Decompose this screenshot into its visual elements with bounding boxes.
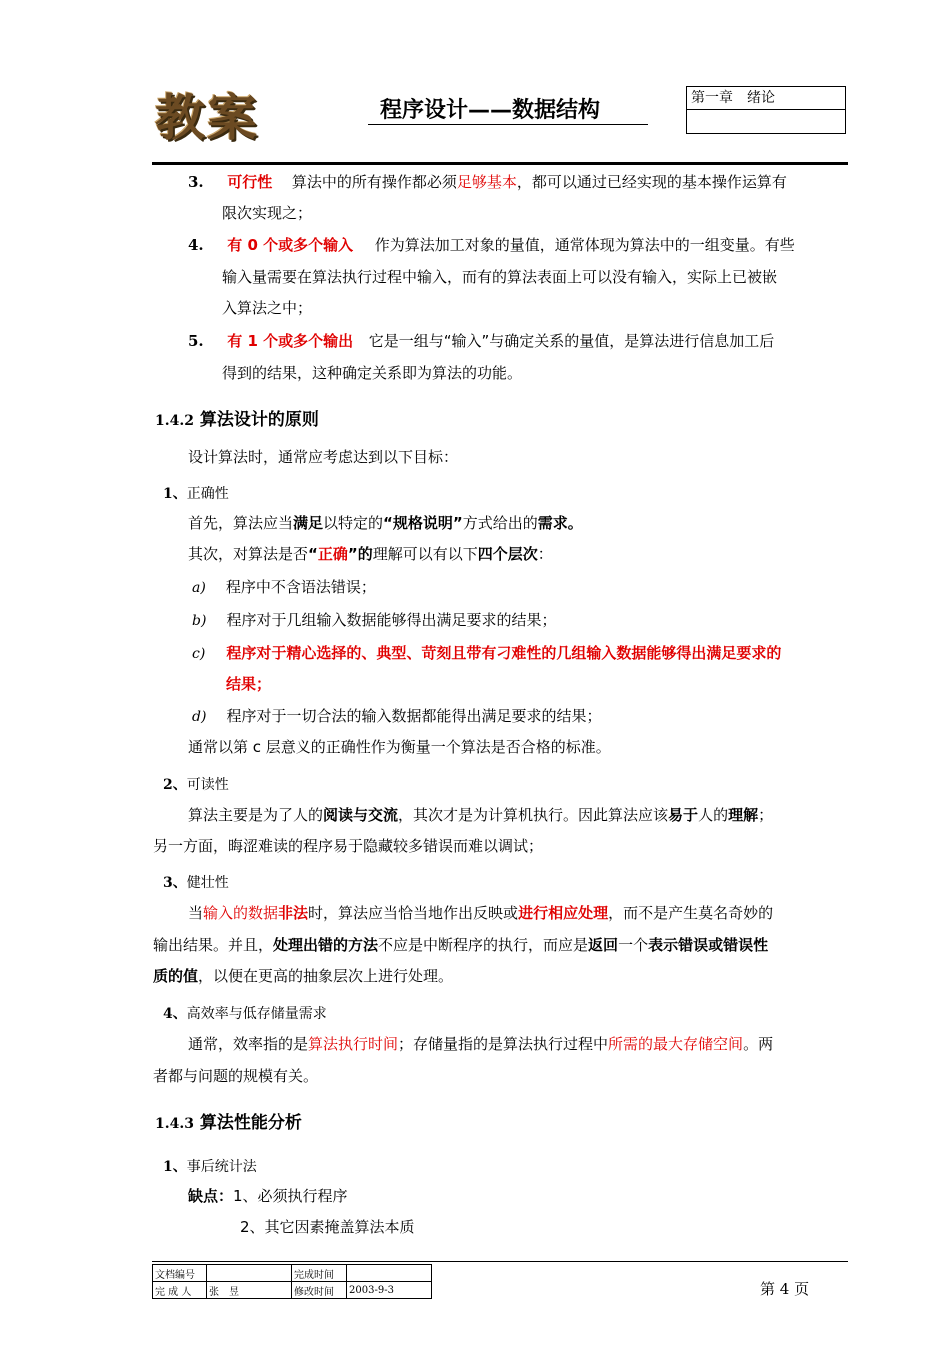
list-item-a: a) 程序中不含语法错误； (192, 578, 376, 596)
done-time-value (347, 1265, 432, 1282)
doc-no-label: 文档编号 (153, 1265, 207, 1282)
item-5-title: 有 1 个或多个输出 (227, 332, 354, 350)
list-item-c-line-2: 结果； (226, 675, 272, 693)
item-5-number: 5. (188, 332, 204, 350)
subsection-readability: 2、可读性 (163, 777, 229, 793)
doc-no-value (207, 1265, 292, 1282)
mod-time-value: 2003-9-3 (347, 1282, 432, 1299)
item-3-line-1: 3. 可行性 算法中的所有操作都必须足够基本，都可以通过已经实现的基本操作运算有 (188, 173, 787, 191)
section-1-4-3-heading: 1.4.3 算法性能分析 (155, 1113, 302, 1133)
readability-line-2: 另一方面，晦涩难读的程序易于隐藏较多错误而难以调试； (153, 837, 544, 855)
item-4-number: 4. (188, 236, 204, 254)
header-rule (152, 162, 848, 165)
list-item-c: c) 程序对于精心选择的、典型、苛刻且带有刁难性的几组输入数据能够得出满足要求的 (192, 644, 782, 662)
item-3-number: 3. (188, 173, 204, 191)
subsection-post-statistics: 1、事后统计法 (163, 1159, 257, 1175)
correctness-conclusion: 通常以第 c 层意义的正确性作为衡量一个算法是否合格的标准。 (188, 738, 611, 756)
footer-rule (152, 1261, 848, 1262)
correctness-line-2: 其次，对算法是否“正确”的理解可以有以下四个层次： (188, 545, 553, 563)
author-label: 完 成 人 (153, 1282, 207, 1299)
drawback-line-2: 2、其它因素掩盖算法本质 (240, 1218, 415, 1236)
robustness-line-3: 质的值，以便在更高的抽象层次上进行处理。 (153, 967, 454, 985)
author-value: 张 昱 (207, 1282, 292, 1299)
subsection-correctness: 1、正确性 (163, 486, 229, 502)
logo: 教案 (155, 88, 259, 147)
drawback-line-1: 缺点：1、必须执行程序 (188, 1187, 348, 1205)
footer-info-table (152, 1264, 432, 1299)
list-item-b: b) 程序对于几组输入数据能够得出满足要求的结果； (192, 611, 557, 629)
drawback-label: 缺点： (188, 1187, 234, 1205)
course-underline (368, 124, 648, 125)
robustness-line-1: 当输入的数据非法时，算法应当恰当地作出反映或进行相应处理，而不是产生莫名奇妙的 (188, 904, 774, 922)
efficiency-line-1: 通常，效率指的是算法执行时间；存储量指的是算法执行过程中所需的最大存储空间。两 (188, 1035, 774, 1053)
list-item-d: d) 程序对于一切合法的输入数据都能得出满足要求的结果； (192, 707, 602, 725)
done-time-label: 完成时间 (292, 1265, 347, 1282)
chapter-box (686, 86, 846, 134)
item-4-line-3: 入算法之中； (222, 299, 313, 317)
subsection-efficiency: 4、高效率与低存储量需求 (163, 1006, 327, 1022)
item-3-title: 可行性 (227, 173, 273, 191)
item-4-line-1: 4. 有 0 个或多个输入 作为算法加工对象的量值，通常体现为算法中的一组变量。有些 (188, 236, 795, 254)
course-title: 程序设计——数据结构 (380, 98, 601, 123)
item-5-line-2: 得到的结果，这种确定关系即为算法的功能。 (222, 364, 523, 382)
chapter-label: 第一章 绪论 (687, 87, 845, 110)
item-5-line-1: 5. 有 1 个或多个输出 它是一组与“输入”与确定关系的量值，是算法进行信息加工后 (188, 332, 775, 350)
subsection-robustness: 3、健壮性 (163, 875, 229, 891)
section-1-4-2-heading: 1.4.2 算法设计的原则 (155, 410, 319, 430)
correctness-line-1: 首先，算法应当满足以特定的“规格说明”方式给出的需求。 (188, 514, 583, 532)
robustness-line-2: 输出结果。并且，处理出错的方法不应是中断程序的执行，而应是返回一个表示错误或错误性 (153, 936, 769, 954)
page-number: 第 4 页 (760, 1280, 810, 1298)
mod-time-label: 修改时间 (292, 1282, 347, 1299)
readability-line-1: 算法主要是为了人的阅读与交流，其次才是为计算机执行。因此算法应该易于人的理解； (188, 806, 774, 824)
item-4-title: 有 0 个或多个输入 (227, 236, 354, 254)
section-1-4-2-intro: 设计算法时，通常应考虑达到以下目标： (188, 448, 459, 466)
efficiency-line-2: 者都与问题的规模有关。 (153, 1067, 319, 1085)
item-3-line-2: 限次实现之； (222, 204, 313, 222)
item-4-line-2: 输入量需要在算法执行过程中输入，而有的算法表面上可以没有输入，实际上已被嵌 (222, 268, 778, 286)
